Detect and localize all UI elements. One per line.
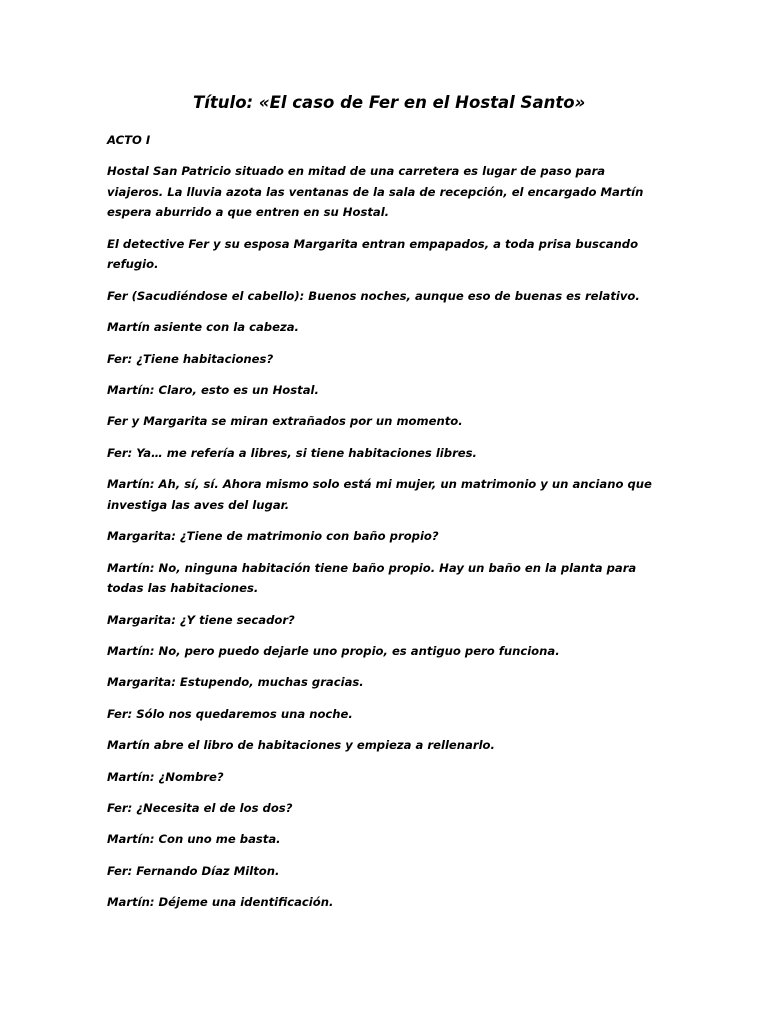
document-body (107, 130, 652, 924)
dialogue-line: Martín: Claro, esto es un Hostal. (107, 382, 319, 397)
dialogue-line: Martín: ¿Nombre? (107, 769, 224, 784)
act-heading: ACTO I (107, 133, 151, 147)
stage-direction: Martín abre el libro de habitaciones y empieza a rellenarlo. (107, 738, 495, 753)
dialogue-line: Fer: ¿Tiene habitaciones? (107, 351, 274, 366)
dialogue-line: Martín: No, pero puedo dejarle uno propio, es antiguo pero funciona. (107, 644, 560, 659)
dialogue-line: Fer: Sólo nos quedaremos una noche. (107, 706, 353, 721)
dialogue-line: Martín: Ah, sí, sí. Ahora mismo solo está mi mujer, un matrimonio y un anciano que investiga las aves del lugar. (107, 477, 652, 512)
dialogue-line: Margarita: Estupendo, muchas gracias. (107, 675, 364, 690)
dialogue-line: Fer: Fernando Díaz Milton. (107, 863, 280, 878)
dialogue-line: Fer: Ya… me refería a libres, si tiene habitaciones libres. (107, 445, 477, 460)
stage-direction: El detective Fer y su esposa Margarita entran empapados, a toda prisa buscando refugio. (107, 236, 639, 272)
stage-direction: Fer y Margarita se miran extrañados por un momento. (107, 414, 463, 429)
dialogue-line: Margarita: ¿Y tiene secador? (107, 612, 295, 627)
stage-direction: Hostal San Patricio situado en mitad de una carretera es lugar de paso para viajeros. La lluvia azota las ventanas de la sala de recepción, el encargado Martín espera aburrido a que entren en su Hostal. (107, 163, 644, 220)
dialogue-line: Fer (Sacudiéndose el cabello): Buenos noches, aunque eso de buenas es relativo. (107, 288, 640, 303)
dialogue-line: Margarita: ¿Tiene de matrimonio con baño propio? (107, 529, 439, 544)
dialogue-line: Martín: Con uno me basta. (107, 832, 281, 847)
dialogue-line: Fer: ¿Necesita el de los dos? (107, 801, 293, 816)
dialogue-line: Martín: No, ninguna habitación tiene baño propio. Hay un baño en la planta para todas las habitaciones. (107, 560, 637, 596)
document-title: Título: «El caso de Fer en el Hostal Santo» (193, 93, 586, 112)
dialogue-line: Martín: Déjeme una identificación. (107, 895, 334, 910)
stage-direction: Martín asiente con la cabeza. (107, 320, 299, 335)
